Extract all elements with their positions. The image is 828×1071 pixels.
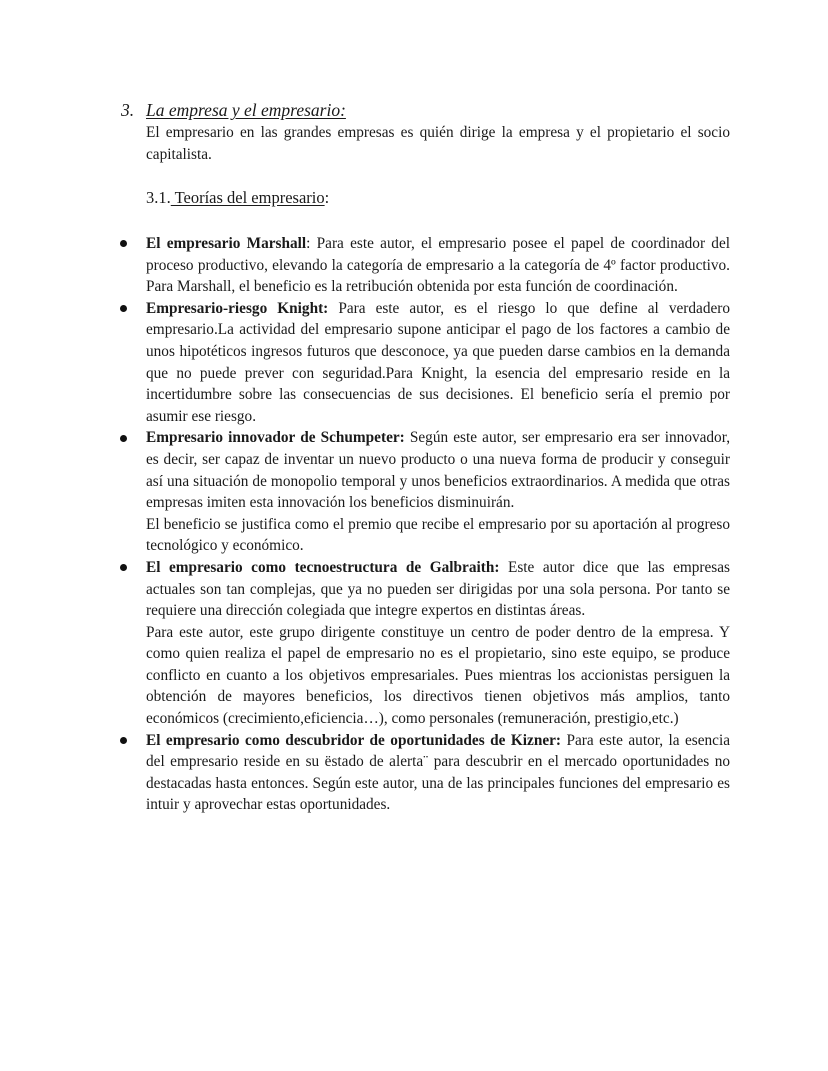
theory-text: Este autor dice que las empresas actuales son tan complejas, que ya no pueden ser dirigidas por una sola persona. Por tanto se requiere una dirección colegiada que integre expertos en distintas áreas.	[146, 558, 731, 620]
theory-text: Según este autor, ser empresario era ser innovador, es decir, ser capaz de inventar un nuevo producto o una nueva forma de producir y conseguir así una situación de monopolio temporal y unos beneficios extraordinarios. A medida que otras empresas imiten esta innovación los beneficios disminuirán.	[146, 429, 731, 512]
theory-name: El empresario Marshall	[146, 235, 307, 252]
theory-kizner	[146, 730, 730, 816]
theory-paragraph	[146, 298, 730, 428]
bullet-icon	[116, 427, 130, 449]
theory-paragraph-continued: Para este autor, este grupo dirigente constituye un centro de poder dentro de la empresa. Y como quien realiza el papel de empresario no es el propietario, sino este equipo, se produce conflicto en cuanto a los objetivos empresariales. Pues mientras los accionistas persiguen la obtención de mayores beneficios, los directivos tienen objetivos más amplios, tanto económicos (crecimiento,eficiencia…), como personales (remuneración, prestigio,etc.)	[146, 623, 730, 728]
theory-marshall	[146, 233, 730, 298]
theory-paragraph	[146, 427, 730, 513]
subsection-suffix: :	[324, 188, 330, 207]
section-intro: El empresario en las grandes empresas es quién dirige la empresa y el propietario el socio capitalista.	[146, 124, 730, 163]
subsection-heading	[146, 187, 329, 209]
bullet-icon	[116, 233, 130, 255]
theory-paragraph	[146, 730, 730, 816]
section-heading	[121, 99, 346, 121]
bullet-icon	[116, 730, 130, 752]
theory-name-suffix: :	[306, 235, 311, 252]
theory-schumpeter	[146, 427, 730, 557]
theory-paragraph	[146, 557, 730, 622]
theory-name: El empresario como tecnoestructura de Galbraith:	[146, 558, 500, 576]
theory-name: El empresario como descubridor de oportunidades de Kizner:	[146, 731, 562, 749]
section-number: 3.	[121, 100, 135, 120]
subsection-title: Teorías del empresario	[170, 188, 325, 207]
theory-text: Para este autor, el empresario posee el papel de coordinador del proceso productivo, elevando la categoría de empresario a la categoría de 4º factor productivo. Para Marshall, el beneficio es la retribución obtenida por esta función de coordinación.	[146, 235, 730, 296]
subsection-number: 3.1.	[146, 188, 171, 207]
theory-galbraith	[146, 557, 730, 730]
theory-text: Para este autor, la esencia del empresario reside en su ëstado de alerta¨ para descubrir en el mercado oportunidades no destacadas hasta entonces. Según este autor, una de las principales funciones del empresario es intuir y aprovechar estas oportunidades.	[146, 731, 730, 814]
theories-list	[146, 233, 730, 816]
bullet-icon	[116, 557, 130, 579]
theory-name: Empresario innovador de Schumpeter:	[146, 429, 405, 447]
section-title: La empresa y el empresario:	[146, 100, 346, 120]
theory-knight	[146, 298, 730, 428]
theory-text: Para este autor, es el riesgo lo que define al verdadero empresario.La actividad del empresario supone anticipar el pago de los factores a cambio de unos hipotéticos ingresos futuros que desconoce, ya que pueden darse cambios en la demanda que no puede prever con seguridad.Para Knight, la esencia del empresario reside en la incertidumbre sobre las consecuencias de sus decisiones. El beneficio sería el premio por asumir ese riesgo.	[146, 299, 731, 425]
theory-name: Empresario-riesgo Knight:	[146, 299, 329, 317]
theory-paragraph-continued: El beneficio se justifica como el premio que recibe el empresario por su aportación al progreso tecnológico y económico.	[146, 515, 730, 555]
bullet-icon	[116, 298, 130, 320]
theory-paragraph	[146, 233, 730, 298]
